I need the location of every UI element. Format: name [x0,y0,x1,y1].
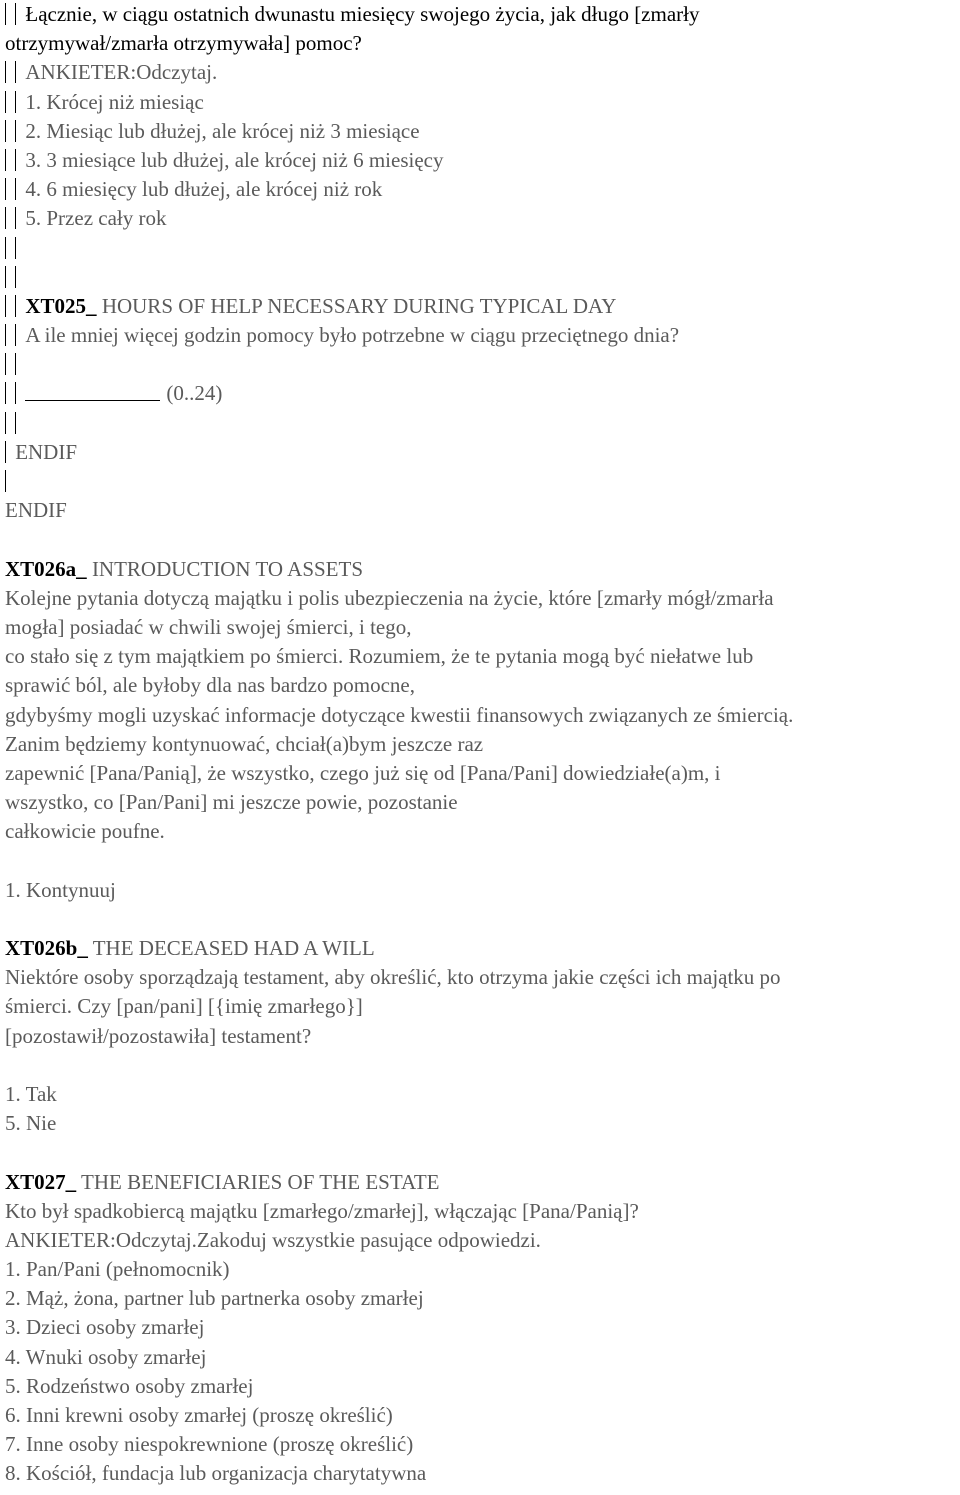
question-title: THE DECEASED HAD A WILL [87,936,375,960]
intro-text-line: całkowicie poufne. [5,819,165,844]
spacer [5,905,960,934]
bar-spacer [5,409,960,438]
answer-option: 1. Kontynuuj [5,877,116,902]
bar-spacer [5,350,960,379]
intro-text-line: sprawić ból, ale byłoby dla nas bardzo pomocne, [5,673,415,698]
answer-option: 1. Pan/Pani (pełnomocnik) [5,1257,230,1282]
intro-text-line: zapewnić [Pana/Panią], że wszystko, czego już się od [Pana/Pani] dowiedziałe(a)m, i [5,760,721,785]
question-code: XT026b_ [5,936,88,960]
question-title: THE BENEFICIARIES OF THE ESTATE [76,1169,440,1194]
question-text-line: [pozostawił/pozostawiła] testament? [5,1023,312,1048]
spacer [5,1138,960,1167]
intro-text-line: gdybyśmy mogli uzyskać informacje dotyczące kwestii finansowych związanych ze śmiercią. [5,702,794,727]
question-text-xt025: A ile mniej więcej godzin pomocy było potrzebne w ciągu przeciętnego dnia? [5,321,960,350]
question-heading-xt026b [5,934,960,963]
question-text-line: śmierci. Czy [pan/pani] [{imię zmarłego}] [5,994,363,1019]
question-heading-xt027 [5,1168,960,1197]
question-text: otrzymywał/zmarła otrzymywała] pomoc? [5,31,362,56]
question-title: INTRODUCTION TO ASSETS [86,556,364,581]
question-code: XT027_ [5,1169,77,1194]
question-line [5,29,960,58]
answer-option: 3. 3 miesiące lub dłużej, ale krócej niż 6 miesięcy [5,146,960,175]
answer-option: 2. Miesiąc lub dłużej, ale krócej niż 3 miesiące [5,117,960,146]
intro-text-line: Zanim będziemy kontynuować, chciał(a)bym jeszcze raz [5,731,484,756]
endif-inner: ENDIF [5,438,960,467]
intro-text-line: mogła] posiadać w chwili swojej śmierci, i tego, [5,614,412,639]
question-line [5,0,960,29]
answer-blank[interactable] [25,382,160,401]
answer-option: 4. 6 miesięcy lub dłużej, ale krócej niż rok [5,175,960,204]
question-heading-xt025 [5,292,960,321]
spacer [5,1051,960,1080]
answer-option: 3. Dzieci osoby zmarłej [5,1315,205,1340]
intro-text-line: co stało się z tym majątkiem po śmierci. Rozumiem, że te pytania mogą być niełatwe lub [5,644,754,669]
question-text-line: Niektóre osoby sporządzają testament, aby określić, kto otrzyma jakie części ich majątku po [5,965,781,990]
intro-text-line: Kolejne pytania dotyczą majątku i polis ubezpieczenia na życie, które [zmarły mógł/zmarła [5,585,774,610]
answer-option: 1. Tak [5,1081,57,1106]
question-text-line: Kto był spadkobiercą majątku [zmarłego/zmarłej], włączając [Pana/Panią]? [5,1198,639,1223]
range-label: (0..24) [166,381,223,406]
interviewer-note: ANKIETER:Odczytaj.Zakoduj wszystkie pasujące odpowiedzi. [5,1227,541,1252]
question-text: Łącznie, w ciągu ostatnich dwunastu miesięcy swojego życia, jak długo [zmarły [25,2,700,26]
answer-option: 1. Krócej niż miesiąc [5,88,960,117]
answer-option: 4. Wnuki osoby zmarłej [5,1344,207,1369]
answer-option: 2. Mąż, żona, partner lub partnerka osoby zmarłej [5,1286,424,1311]
question-code: XT025_ [25,293,97,318]
question-heading-xt026a [5,555,960,584]
spacer [5,525,960,554]
bar-spacer [5,467,960,496]
interviewer-note: ANKIETER:Odczytaj. [5,58,960,87]
answer-option: 5. Nie [5,1111,57,1136]
endif-outer: ENDIF [5,498,67,523]
question-code: XT026a_ [5,556,87,581]
answer-option: 5. Przez cały rok [5,204,960,233]
question-title: HOURS OF HELP NECESSARY DURING TYPICAL DAY [96,293,617,318]
bar-spacer [5,263,960,292]
spacer [5,846,960,875]
answer-option: 8. Kościół, fundacja lub organizacja charytatywna [5,1461,427,1486]
answer-option: 6. Inni krewni osoby zmarłej (proszę określić) [5,1403,393,1427]
answer-row-xt025 [5,379,960,408]
answer-option: 5. Rodzeństwo osoby zmarłej [5,1373,254,1398]
bar-spacer [5,234,960,263]
answer-option: 7. Inne osoby niespokrewnione (proszę określić) [5,1432,414,1457]
intro-text-line: wszystko, co [Pan/Pani] mi jeszcze powie, pozostanie [5,790,458,815]
